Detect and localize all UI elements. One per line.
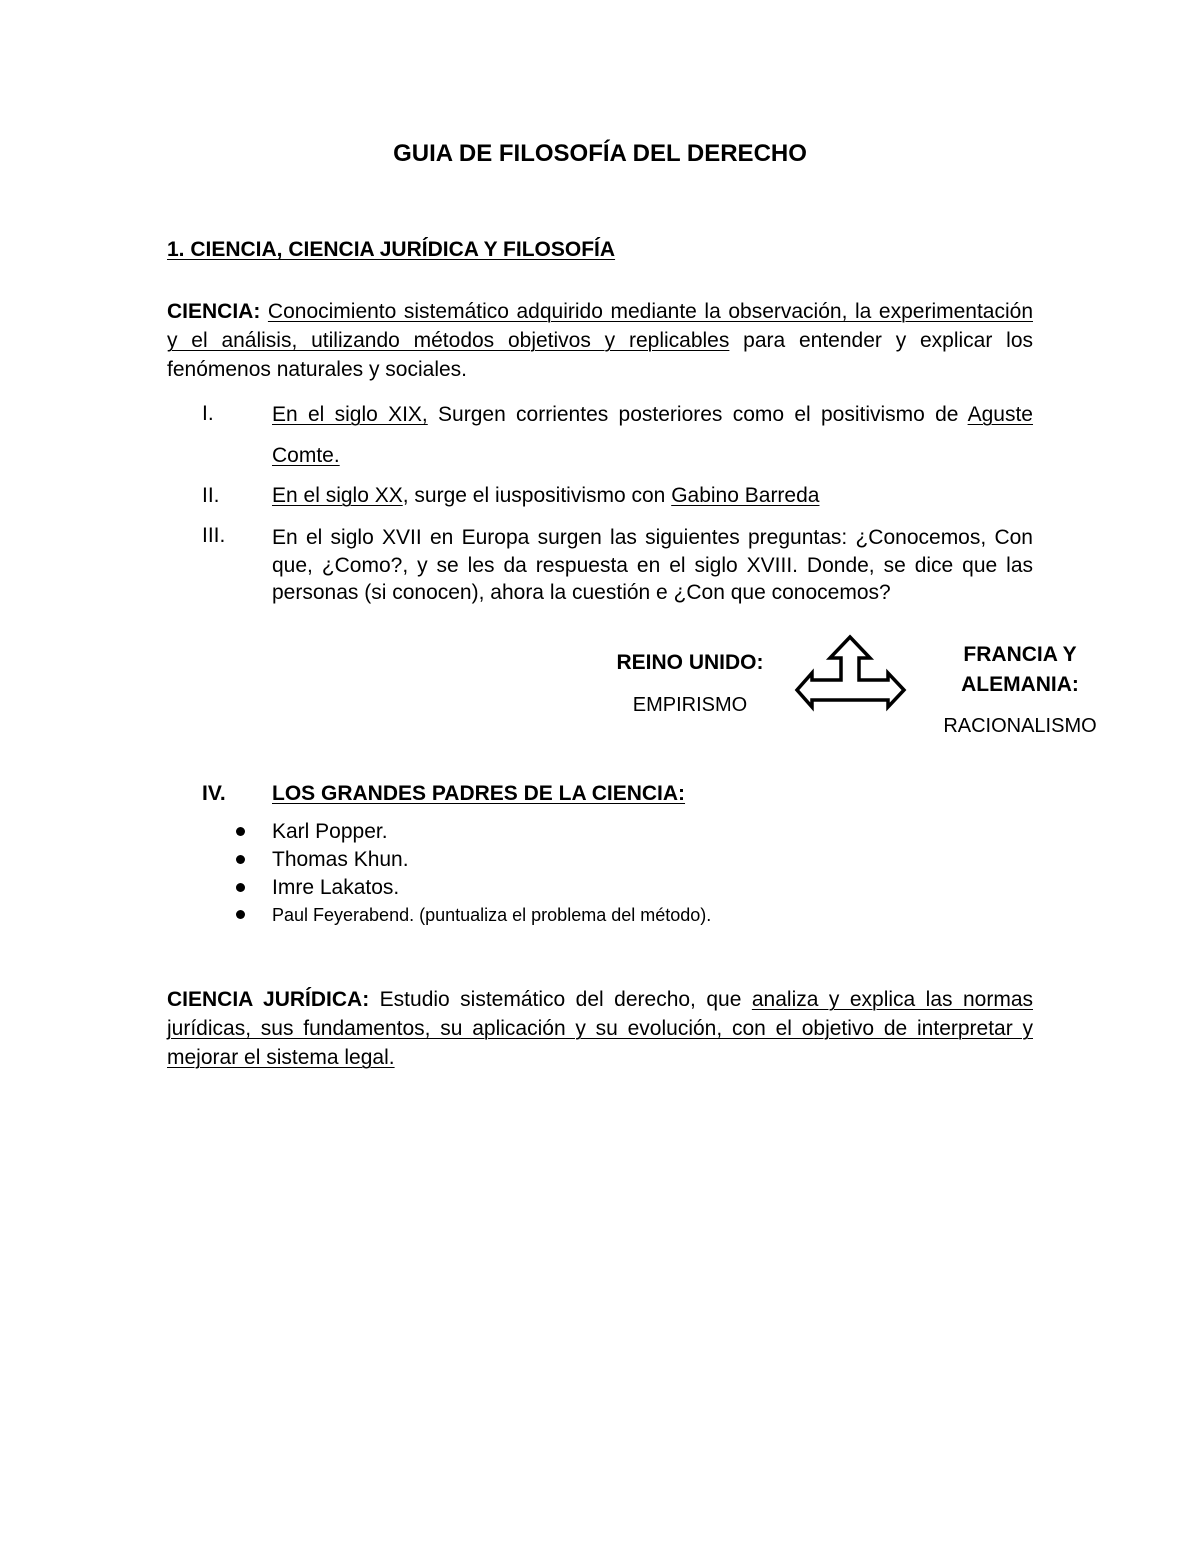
racionalismo-label: RACIONALISMO [943,715,1097,737]
francia-heading-line2: ALEMANIA: [961,673,1079,696]
list-item: Thomas Khun. [272,848,409,871]
roman-item-3: En el siglo XVII en Europa surgen las siguientes preguntas: ¿Conocemos, Con que, ¿Como?, y se les da respuesta en el siglo XVIII. Donde, se dice que las personas (si conocen), ahora la cuestión e ¿Con que conocemos? [272,526,1033,604]
ciencia-label: CIENCIA: [167,300,261,323]
ciencia-definition-rest: para entender y explicar los fenómenos naturales y sociales. [167,329,1033,381]
list-item: Karl Popper. [272,820,388,843]
list-item: Paul Feyerabend. (puntualiza el problema del método). [272,905,712,925]
section-iv-heading: LOS GRANDES PADRES DE LA CIENCIA: [272,782,686,805]
francia-heading-line1: FRANCIA Y [963,643,1077,666]
ciencia-juridica-label: CIENCIA JURÍDICA: [167,988,370,1011]
bullet-dot [236,827,245,836]
section-heading: 1. CIENCIA, CIENCIA JURÍDICA Y FILOSOFÍA [167,238,616,261]
ciencia-juridica-text: Estudio sistemático del derecho, que [369,988,752,1011]
roman-numeral-1: I. [202,402,214,425]
ciencia-juridica-paragraph [167,985,1033,1072]
reino-unido-heading: REINO UNIDO: [616,651,764,674]
list-item: Imre Lakatos. [272,876,400,899]
roman-item-2 [272,484,1033,508]
bullet-dot [236,855,245,864]
roman-item-1-lead: En el siglo XIX, [272,403,428,426]
page-title: GUIA DE FILOSOFÍA DEL DERECHO [393,140,807,167]
bullet-dot [236,910,245,919]
roman-item-1-tail: Aguste Comte. [272,403,1033,467]
roman-item-2-tail: Gabino Barreda [671,484,820,507]
three-way-arrow-icon [794,634,908,716]
ciencia-definition-underlined: Conocimiento sistemático adquirido mediante la observación, la experimentación y el análisis, utilizando métodos objetivos y replicables [167,300,1033,352]
francia-alemania-heading [915,640,1125,700]
bullet-dot [236,883,245,892]
ciencia-paragraph [167,297,1033,384]
roman-numeral-3: III. [202,524,226,547]
roman-item-2-lead: En el siglo XX [272,484,403,507]
roman-numeral-2: II. [202,484,220,507]
roman-item-2-mid: , surge el iuspositivismo con [402,484,672,507]
empirismo-label: EMPIRISMO [632,694,748,716]
ciencia-juridica-underlined: analiza y explica las normas jurídicas, sus fundamentos, su aplicación y su evolución, con el objetivo de interpretar y mejorar el sistema legal. [167,988,1034,1069]
roman-item-1 [272,394,1033,476]
roman-item-1-mid: Surgen corrientes posteriores como el positivismo de [427,403,968,426]
roman-numeral-4: IV. [202,782,226,805]
